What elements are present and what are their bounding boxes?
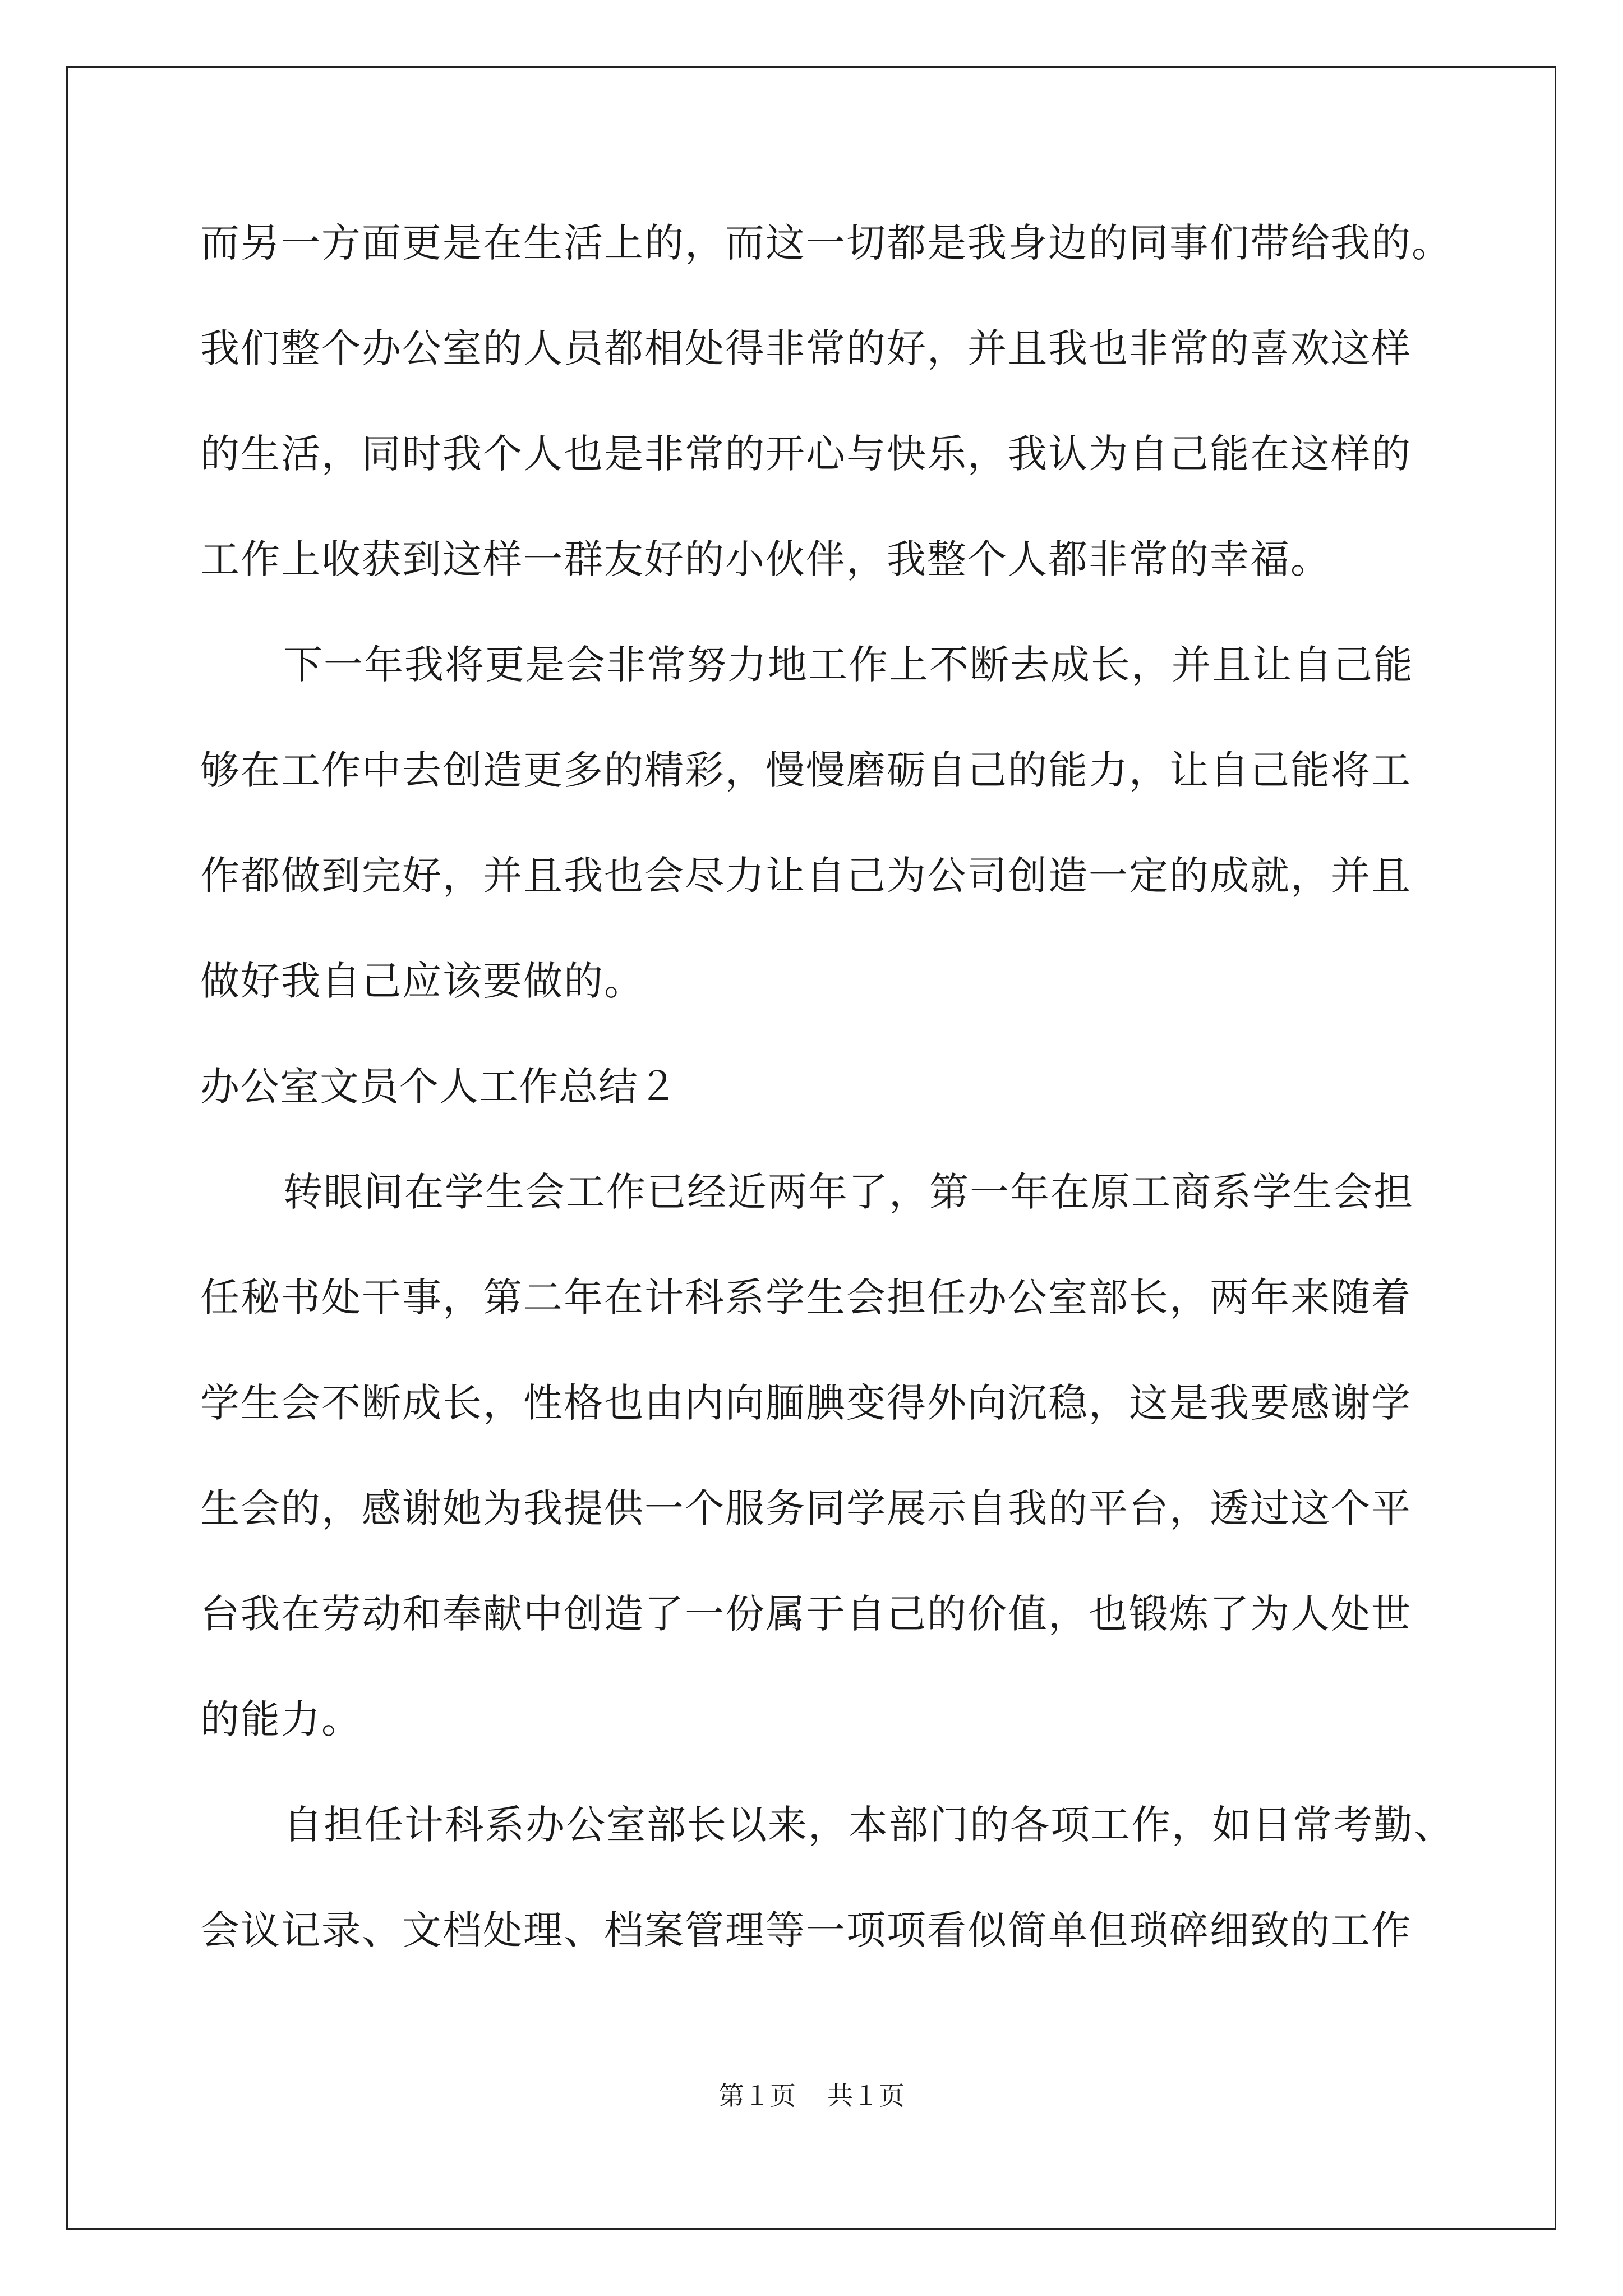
document-body [200,212,1462,2005]
text-line: 作都做到完好，并且我也会尽力让自己为公司创造一定的成就，并且 [200,853,1412,899]
text-line: 台我在劳动和奉献中创造了一份属于自己的价值，也锻炼了为人处世 [200,1591,1412,1637]
text-line: 工作上收获到这样一群友好的小伙伴，我整个人都非常的幸福。 [200,536,1331,582]
text-line: 生会的，感谢她为我提供一个服务同学展示自我的平台，透过这个平 [200,1485,1412,1531]
text-line: 做好我自己应该要做的。 [200,958,644,1004]
text-line: 会议记录、文档处理、档案管理等一项项看似简单但琐碎细致的工作 [200,1907,1412,1953]
text-line: 的生活，同时我个人也是非常的开心与快乐，我认为自己能在这样的 [200,431,1412,477]
text-line: 够在工作中去创造更多的精彩，慢慢磨砺自己的能力，让自己能将工 [200,747,1412,793]
page-footer [0,2076,1623,2113]
paragraph-start-line: 下一年我将更是会非常努力地工作上不断去成长，并且让自己能 [283,642,1414,688]
text-line: 而另一方面更是在生活上的，而这一切都是我身边的同事们带给我的。 [200,220,1452,266]
text-line: 任秘书处干事，第二年在计科系学生会担任办公室部长，两年来随着 [200,1274,1412,1320]
paragraph-start-line: 转眼间在学生会工作已经近两年了，第一年在原工商系学生会担 [283,1169,1414,1215]
text-line: 我们整个办公室的人员都相处得非常的好，并且我也非常的喜欢这样 [200,325,1412,371]
page-number-current: 第１页 [718,2081,796,2111]
paragraph-start-line: 自担任计科系办公室部长以来，本部门的各项工作，如日常考勤、 [283,1802,1454,1848]
page-number-total: 共１页 [827,2081,905,2111]
text-line: 学生会不断成长，性格也由内向腼腆变得外向沉稳，这是我要感谢学 [200,1380,1412,1426]
text-line: 的能力。 [200,1696,362,1742]
section-heading: 办公室文员个人工作总结２ [200,1064,678,1110]
